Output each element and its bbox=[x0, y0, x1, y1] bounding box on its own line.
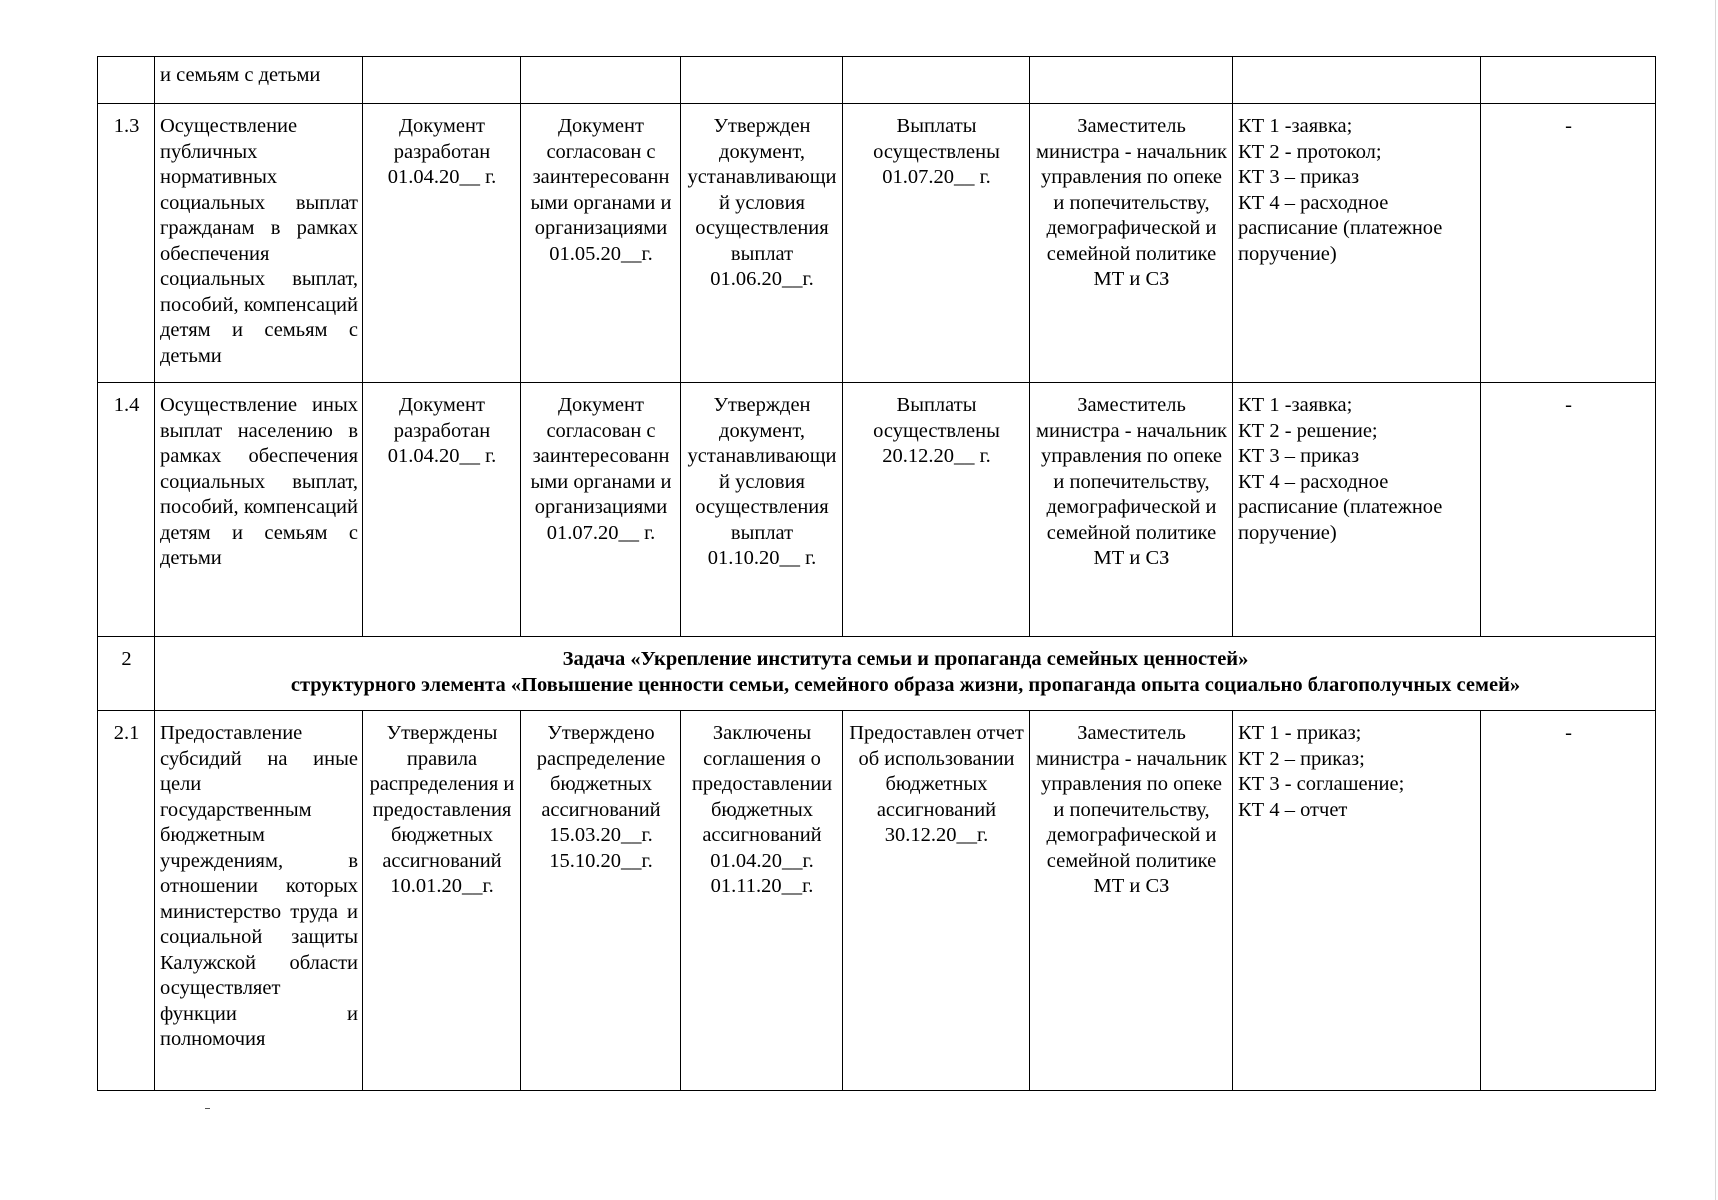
row-number bbox=[98, 57, 155, 104]
control-point-1 bbox=[363, 57, 521, 104]
activity-name: и семьям с детьми bbox=[155, 57, 363, 104]
responsible-person bbox=[1030, 57, 1233, 104]
table-row bbox=[98, 383, 1656, 637]
responsible-person: Заместитель министра - начальник управления по опеке и попечительству, демографической и семейной политике МТ и СЗ bbox=[1030, 711, 1233, 1091]
extra-column: - bbox=[1481, 383, 1656, 637]
table-row bbox=[98, 104, 1656, 383]
documents-list: КТ 1 -заявка; КТ 2 - решение; КТ 3 – приказ КТ 4 – расходное расписание (платежное поручение) bbox=[1238, 394, 1443, 544]
activity-name: Предоставление субсидий на иные цели государственным бюджетным учреждениям, в отношении которых министерство труда и социальной защиты Калужской области осуществляет функции и полномочия bbox=[155, 711, 363, 1091]
control-point-3: Утвержден документ, устанавливающий условия осуществления выплат 01.06.20__г. bbox=[681, 104, 843, 383]
extra-column bbox=[1481, 57, 1656, 104]
control-point-1: Документ разработан 01.04.20__ г. bbox=[363, 383, 521, 637]
control-point-2 bbox=[521, 711, 681, 1091]
control-point-1: Утверждены правила распределения и предоставления бюджетных ассигнований 10.01.20__г. bbox=[363, 711, 521, 1091]
control-point-3 bbox=[681, 57, 843, 104]
documents-list: КТ 1 - приказ; КТ 2 – приказ; КТ 3 - соглашение; КТ 4 – отчет bbox=[1238, 722, 1405, 821]
supporting-documents bbox=[1233, 57, 1481, 104]
task-row bbox=[98, 637, 1656, 711]
row-number: 1.3 bbox=[98, 104, 155, 383]
control-point-3: Утвержден документ, устанавливающий условия осуществления выплат 01.10.20__ г. bbox=[681, 383, 843, 637]
control-point-4: Выплаты осуществлены 20.12.20__ г. bbox=[843, 383, 1030, 637]
extra-column: - bbox=[1481, 104, 1656, 383]
task-title: Задача «Укрепление института семьи и пропаганда семейных ценностей» структурного элемента «Повышение ценности семьи, семейного образа жизни, пропаганда опыта социально благополучных семей» bbox=[155, 637, 1656, 711]
row-number: 1.4 bbox=[98, 383, 155, 637]
control-point-1: Документ разработан 01.04.20__ г. bbox=[363, 104, 521, 383]
control-point-4: Предоставлен отчет об использовании бюджетных ассигнований 30.12.20__г. bbox=[843, 711, 1030, 1091]
scan-edge bbox=[1715, 0, 1716, 1200]
activities-table bbox=[97, 56, 1656, 1091]
extra-column: - bbox=[1481, 711, 1656, 1091]
supporting-documents bbox=[1233, 711, 1481, 1091]
row-number: 2.1 bbox=[98, 711, 155, 1091]
control-point-3-text: Заключены соглашения о предоставлении бюджетных ассигнований 01.04.20__г. 01.11.20__г. bbox=[691, 722, 833, 897]
control-point-2: Документ согласован с заинтересованными органами и организациями 01.07.20__ г. bbox=[521, 383, 681, 637]
supporting-documents bbox=[1233, 104, 1481, 383]
documents-list: КТ 1 -заявка; КТ 2 - протокол; КТ 3 – приказ КТ 4 – расходное расписание (платежное поручение) bbox=[1238, 115, 1443, 265]
responsible-person: Заместитель министра - начальник управления по опеке и попечительству, демографической и семейной политике МТ и СЗ bbox=[1030, 383, 1233, 637]
control-point-3 bbox=[681, 711, 843, 1091]
activity-name: Осуществление публичных нормативных социальных выплат гражданам в рамках обеспечения социальных выплат, пособий, компенсаций детям и семьям с детьми bbox=[155, 104, 363, 383]
supporting-documents bbox=[1233, 383, 1481, 637]
control-point-2-text: Утверждено распределение бюджетных ассигнований 15.03.20__г. 15.10.20__г. bbox=[536, 722, 666, 872]
control-point-2 bbox=[521, 57, 681, 104]
control-point-2: Документ согласован с заинтересованными органами и организациями 01.05.20__г. bbox=[521, 104, 681, 383]
table-row bbox=[98, 711, 1656, 1091]
table-row-continuation bbox=[98, 57, 1656, 104]
control-point-4 bbox=[843, 57, 1030, 104]
activity-name: Осуществление иных выплат населению в рамках обеспечения социальных выплат, пособий, компенсаций детям и семьям с детьми bbox=[155, 383, 363, 637]
task-number: 2 bbox=[98, 637, 155, 711]
scan-mark bbox=[205, 1108, 210, 1109]
responsible-person: Заместитель министра - начальник управления по опеке и попечительству, демографической и семейной политике МТ и СЗ bbox=[1030, 104, 1233, 383]
control-point-4: Выплаты осуществлены 01.07.20__ г. bbox=[843, 104, 1030, 383]
